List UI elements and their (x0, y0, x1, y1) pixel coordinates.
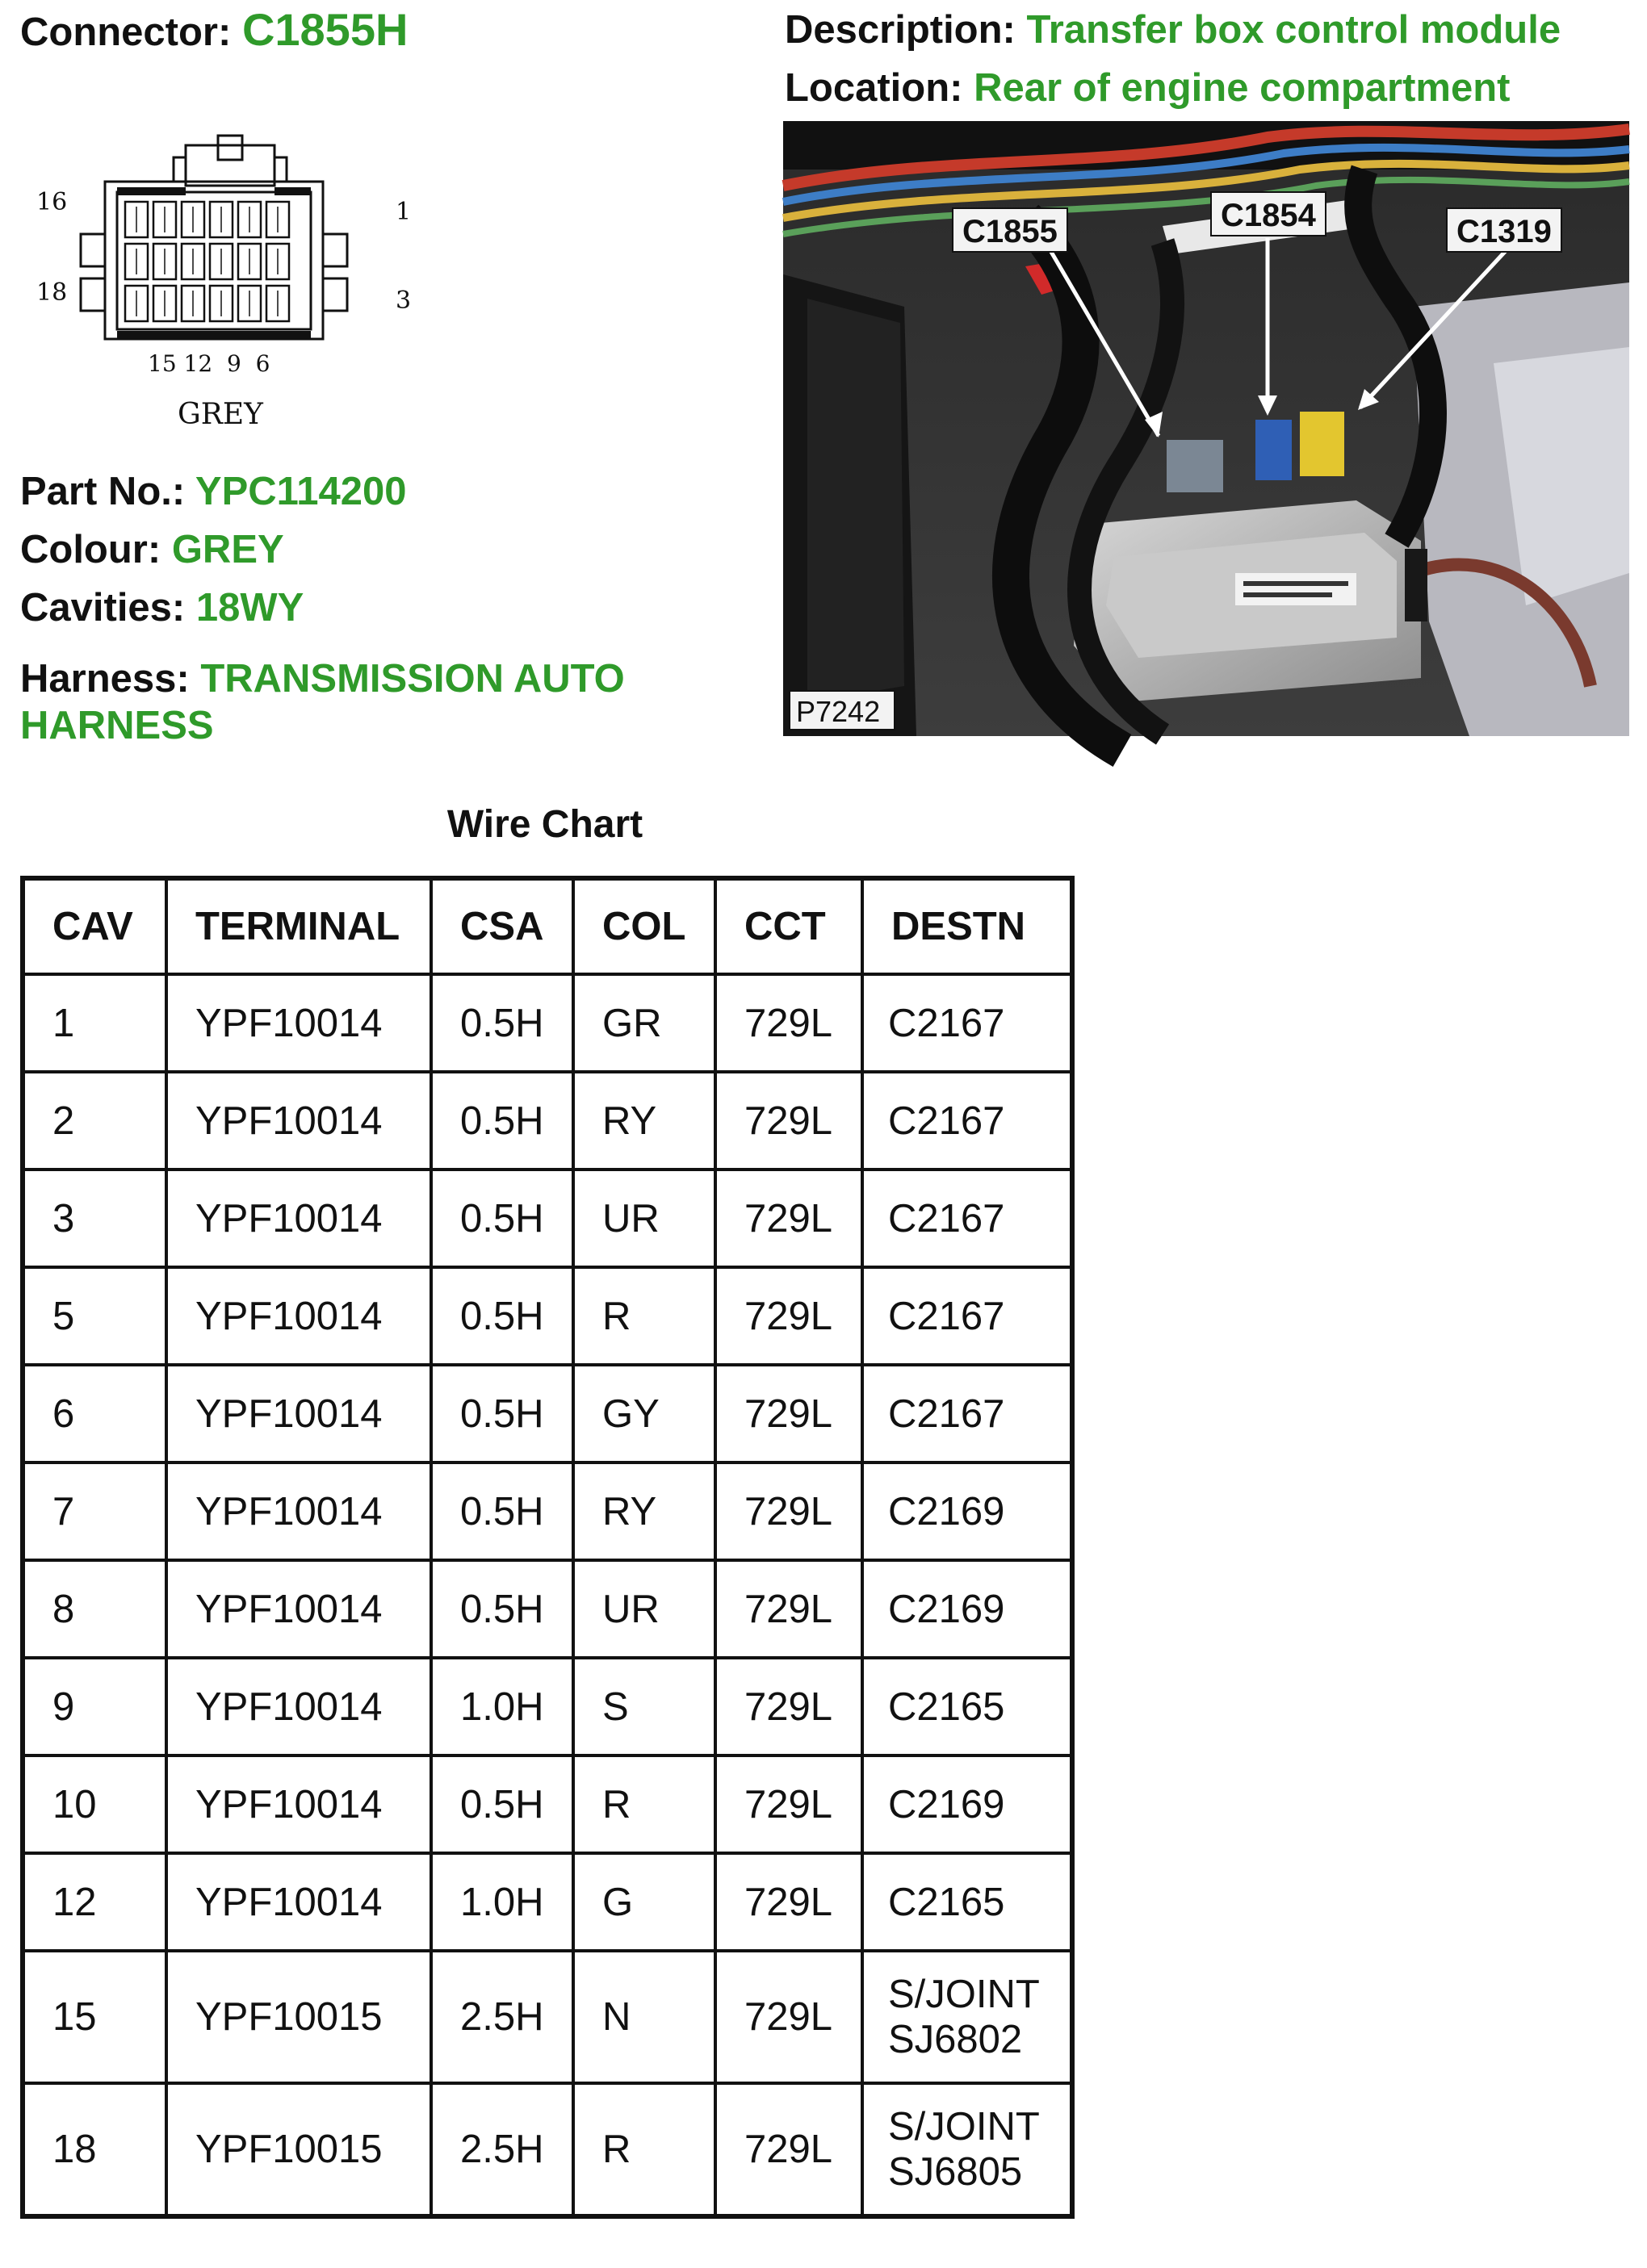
cell-col: R (573, 1267, 715, 1365)
callout-c1855: C1855 (962, 214, 1058, 249)
cell-terminal: YPF10014 (166, 1170, 431, 1267)
connector-face-drawing (28, 129, 412, 436)
cell-destn: C2167 (862, 974, 1072, 1072)
cell-col: R (573, 1755, 715, 1853)
cell-col: G (573, 1853, 715, 1951)
cell-destn: C2165 (862, 1853, 1072, 1951)
part-no-label: Part No.: (20, 470, 186, 513)
cell-cav: 9 (23, 1658, 166, 1755)
cell-cav: 18 (23, 2083, 166, 2216)
cell-destn: C2169 (862, 1755, 1072, 1853)
cell-cct: 729L (715, 1170, 862, 1267)
table-header-row (23, 878, 1072, 974)
cell-csa: 0.5H (431, 1365, 573, 1462)
cell-cct: 729L (715, 2083, 862, 2216)
cell-cct: 729L (715, 1658, 862, 1755)
engine-bay-photo (783, 121, 1629, 736)
cell-csa: 0.5H (431, 1560, 573, 1658)
cavities-label: Cavities: (20, 586, 186, 630)
cell-csa: 0.5H (431, 1170, 573, 1267)
colour-line (20, 526, 284, 573)
description-label: Description: (785, 8, 1016, 52)
cell-terminal: YPF10014 (166, 1853, 431, 1951)
callout-c1319: C1319 (1456, 214, 1552, 249)
cell-cav: 12 (23, 1853, 166, 1951)
cell-cct: 729L (715, 1365, 862, 1462)
cell-csa: 2.5H (431, 1951, 573, 2083)
cell-csa: 1.0H (431, 1658, 573, 1755)
cell-col: N (573, 1951, 715, 2083)
cell-destn: C2167 (862, 1072, 1072, 1170)
cell-col: UR (573, 1560, 715, 1658)
harness-label: Harness: (20, 657, 190, 701)
diagram-colour-text: GREY (178, 398, 263, 431)
cell-csa: 0.5H (431, 1755, 573, 1853)
cell-cav: 3 (23, 1170, 166, 1267)
connector-value: C1855H (241, 4, 409, 55)
pin-16-label: 16 (36, 188, 68, 216)
cell-csa: 1.0H (431, 1853, 573, 1951)
cell-terminal: YPF10015 (166, 1951, 431, 2083)
pin-3-label: 3 (396, 287, 412, 315)
cell-cav: 7 (23, 1462, 166, 1560)
cell-terminal: YPF10014 (166, 1755, 431, 1853)
cell-terminal: YPF10014 (166, 1658, 431, 1755)
bottom-pin-labels: 15 12 9 6 (148, 350, 270, 377)
cell-csa: 0.5H (431, 1072, 573, 1170)
wire-chart-table (20, 876, 1075, 2219)
header-col: COL (573, 878, 715, 974)
table-row (23, 1755, 1072, 1853)
wire-chart-body (23, 974, 1072, 2216)
cell-col: UR (573, 1170, 715, 1267)
cavities-line (20, 584, 304, 631)
cell-terminal: YPF10014 (166, 1462, 431, 1560)
cell-cct: 729L (715, 1462, 862, 1560)
cavities-value: 18WY (195, 586, 304, 630)
table-row (23, 1267, 1072, 1365)
cell-col: RY (573, 1462, 715, 1560)
cell-destn: C2167 (862, 1267, 1072, 1365)
callout-c1854: C1854 (1221, 198, 1316, 233)
description-value: Transfer box control module (1026, 8, 1561, 52)
cell-csa: 2.5H (431, 2083, 573, 2216)
cell-csa: 0.5H (431, 1462, 573, 1560)
cell-col: RY (573, 1072, 715, 1170)
header-cav: CAV (23, 878, 166, 974)
cell-cav: 15 (23, 1951, 166, 2083)
part-no-value: YPC114200 (195, 470, 407, 513)
wire-chart-title: Wire Chart (446, 803, 643, 846)
cell-destn: C2169 (862, 1462, 1072, 1560)
cell-terminal: YPF10014 (166, 1267, 431, 1365)
cell-cct: 729L (715, 1853, 862, 1951)
cell-cav: 2 (23, 1072, 166, 1170)
connector-line (20, 6, 408, 56)
location-label: Location: (785, 66, 963, 110)
cell-terminal: YPF10014 (166, 1560, 431, 1658)
harness-line (20, 655, 682, 749)
cell-cct: 729L (715, 974, 862, 1072)
cell-terminal: YPF10014 (166, 1365, 431, 1462)
cell-destn: C2167 (862, 1365, 1072, 1462)
cell-destn: S/JOINT SJ6805 (862, 2083, 1072, 2216)
pin-18-label: 18 (36, 278, 68, 307)
cell-cct: 729L (715, 1560, 862, 1658)
location-value: Rear of engine compartment (974, 66, 1511, 110)
cell-cav: 1 (23, 974, 166, 1072)
header-csa: CSA (431, 878, 573, 974)
cell-col: GY (573, 1365, 715, 1462)
cell-col: R (573, 2083, 715, 2216)
colour-value: GREY (171, 528, 284, 571)
table-row (23, 1072, 1072, 1170)
cell-cct: 729L (715, 1267, 862, 1365)
cell-col: S (573, 1658, 715, 1755)
cell-csa: 0.5H (431, 974, 573, 1072)
connector-diagram (28, 129, 412, 436)
cell-cav: 5 (23, 1267, 166, 1365)
photo-reference: P7242 (796, 695, 881, 728)
cell-destn: C2167 (862, 1170, 1072, 1267)
pin-1-label: 1 (396, 198, 412, 226)
table-row (23, 1560, 1072, 1658)
cell-terminal: YPF10014 (166, 1072, 431, 1170)
cell-col: GR (573, 974, 715, 1072)
cell-destn: C2165 (862, 1658, 1072, 1755)
cell-csa: 0.5H (431, 1267, 573, 1365)
cell-cct: 729L (715, 1951, 862, 2083)
table-row (23, 2083, 1072, 2216)
table-row (23, 1170, 1072, 1267)
harness-value: TRANSMISSION AUTO HARNESS (20, 657, 625, 747)
table-row (23, 1462, 1072, 1560)
header-terminal: TERMINAL (166, 878, 431, 974)
location-photo (783, 121, 1629, 736)
table-row (23, 1365, 1072, 1462)
table-row (23, 974, 1072, 1072)
cell-cav: 8 (23, 1560, 166, 1658)
colour-label: Colour: (20, 528, 161, 571)
cell-cav: 10 (23, 1755, 166, 1853)
table-row (23, 1853, 1072, 1951)
cell-destn: C2169 (862, 1560, 1072, 1658)
cell-cct: 729L (715, 1072, 862, 1170)
cell-terminal: YPF10015 (166, 2083, 431, 2216)
header-cct: CCT (715, 878, 862, 974)
location-line (785, 65, 1510, 111)
description-line (785, 6, 1561, 53)
cell-cct: 729L (715, 1755, 862, 1853)
header-destn: DESTN (862, 878, 1072, 974)
cell-cav: 6 (23, 1365, 166, 1462)
table-row (23, 1951, 1072, 2083)
table-row (23, 1658, 1072, 1755)
cell-terminal: YPF10014 (166, 974, 431, 1072)
part-no-line (20, 468, 406, 515)
connector-label: Connector: (20, 10, 232, 54)
cell-destn: S/JOINT SJ6802 (862, 1951, 1072, 2083)
